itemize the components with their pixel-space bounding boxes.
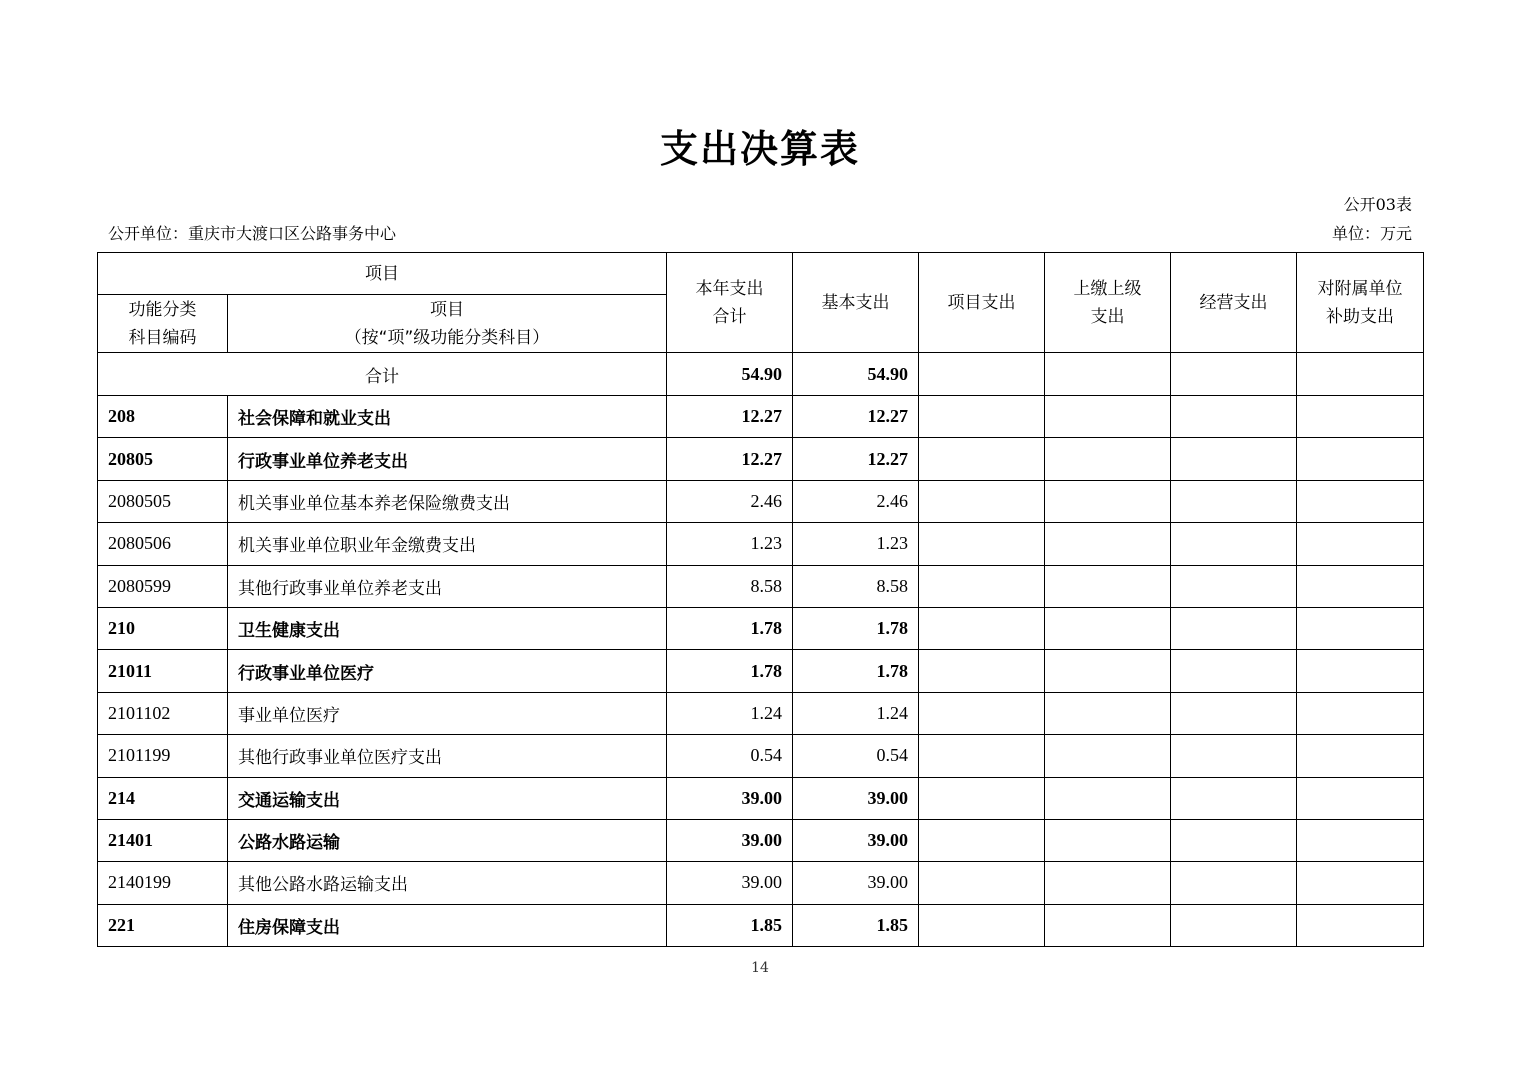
code-cell: 2101102	[98, 692, 228, 734]
empty-cell	[1045, 438, 1171, 480]
table-row	[98, 438, 1424, 480]
empty-cell	[1171, 565, 1297, 607]
code-cell: 221	[98, 904, 228, 946]
table-row	[98, 396, 1424, 438]
total-cell: 1.23	[667, 523, 793, 565]
summary-row	[98, 353, 1424, 396]
table-row	[98, 480, 1424, 522]
code-cell: 2080505	[98, 480, 228, 522]
empty-cell	[1045, 607, 1171, 649]
total-cell: 1.78	[667, 607, 793, 649]
total-cell: 1.85	[667, 904, 793, 946]
empty-cell	[1171, 607, 1297, 649]
total-cell: 39.00	[667, 819, 793, 861]
basic-cell: 2.46	[793, 480, 919, 522]
basic-cell: 39.00	[793, 862, 919, 904]
table-row	[98, 692, 1424, 734]
header-upper: 上缴上级 支出	[1045, 253, 1171, 353]
header-item: 项目	[98, 253, 667, 295]
name-cell: 住房保障支出	[228, 904, 667, 946]
empty-cell	[1171, 904, 1297, 946]
total-cell: 1.24	[667, 692, 793, 734]
total-cell: 12.27	[667, 438, 793, 480]
summary-total: 54.90	[667, 353, 793, 396]
table-row	[98, 735, 1424, 777]
basic-cell: 1.24	[793, 692, 919, 734]
basic-cell: 1.78	[793, 607, 919, 649]
empty-cell	[1171, 523, 1297, 565]
empty-cell	[1297, 607, 1424, 649]
page-title: 支出决算表	[659, 127, 860, 171]
empty-cell	[919, 777, 1045, 819]
code-cell: 208	[98, 396, 228, 438]
empty-cell	[1045, 523, 1171, 565]
empty-cell	[1045, 396, 1171, 438]
table-row	[98, 819, 1424, 861]
empty-cell	[919, 650, 1045, 692]
empty-cell	[919, 565, 1045, 607]
empty-cell	[1297, 396, 1424, 438]
name-cell: 机关事业单位基本养老保险缴费支出	[228, 480, 667, 522]
form-number: 公开03表	[1343, 195, 1412, 214]
total-cell: 2.46	[667, 480, 793, 522]
name-cell: 交通运输支出	[228, 777, 667, 819]
table-row	[98, 523, 1424, 565]
empty-cell	[1297, 735, 1424, 777]
total-cell: 1.78	[667, 650, 793, 692]
empty-cell	[1171, 735, 1297, 777]
empty-cell	[1297, 353, 1424, 396]
empty-cell	[1297, 777, 1424, 819]
empty-cell	[1171, 777, 1297, 819]
basic-cell: 8.58	[793, 565, 919, 607]
header-name: 项目 （按“项”级功能分类科目）	[228, 295, 667, 353]
header-code: 功能分类 科目编码	[98, 295, 228, 353]
header-total: 本年支出 合计	[667, 253, 793, 353]
name-cell: 其他行政事业单位养老支出	[228, 565, 667, 607]
basic-cell: 12.27	[793, 438, 919, 480]
header-row-1	[98, 253, 1424, 295]
total-cell: 39.00	[667, 777, 793, 819]
table-row	[98, 565, 1424, 607]
table-row	[98, 607, 1424, 649]
empty-cell	[1171, 480, 1297, 522]
empty-cell	[919, 819, 1045, 861]
name-cell: 公路水路运输	[228, 819, 667, 861]
name-cell: 卫生健康支出	[228, 607, 667, 649]
empty-cell	[1297, 523, 1424, 565]
code-cell: 20805	[98, 438, 228, 480]
page-number: 14	[751, 960, 769, 976]
table-row	[98, 862, 1424, 904]
code-cell: 21011	[98, 650, 228, 692]
empty-cell	[1171, 353, 1297, 396]
empty-cell	[1045, 480, 1171, 522]
total-cell: 0.54	[667, 735, 793, 777]
empty-cell	[919, 353, 1045, 396]
empty-cell	[1045, 565, 1171, 607]
summary-label: 合计	[98, 353, 667, 396]
empty-cell	[1171, 819, 1297, 861]
code-cell: 210	[98, 607, 228, 649]
empty-cell	[1297, 650, 1424, 692]
name-cell: 社会保障和就业支出	[228, 396, 667, 438]
basic-cell: 39.00	[793, 777, 919, 819]
empty-cell	[1297, 862, 1424, 904]
empty-cell	[919, 607, 1045, 649]
header-project: 项目支出	[919, 253, 1045, 353]
empty-cell	[1297, 819, 1424, 861]
name-cell: 其他行政事业单位医疗支出	[228, 735, 667, 777]
empty-cell	[1045, 862, 1171, 904]
empty-cell	[1045, 777, 1171, 819]
code-cell: 2101199	[98, 735, 228, 777]
summary-basic: 54.90	[793, 353, 919, 396]
name-cell: 事业单位医疗	[228, 692, 667, 734]
empty-cell	[919, 396, 1045, 438]
empty-cell	[1297, 565, 1424, 607]
expenditure-table	[97, 252, 1424, 947]
empty-cell	[1045, 650, 1171, 692]
empty-cell	[1297, 692, 1424, 734]
empty-cell	[919, 735, 1045, 777]
empty-cell	[1171, 862, 1297, 904]
empty-cell	[919, 438, 1045, 480]
empty-cell	[1171, 692, 1297, 734]
code-cell: 2140199	[98, 862, 228, 904]
table-row	[98, 904, 1424, 946]
empty-cell	[919, 692, 1045, 734]
empty-cell	[1045, 692, 1171, 734]
empty-cell	[1045, 904, 1171, 946]
table-row	[98, 650, 1424, 692]
empty-cell	[1297, 438, 1424, 480]
code-cell: 21401	[98, 819, 228, 861]
reporting-unit: 公开单位：重庆市大渡口区公路事务中心	[108, 224, 397, 243]
empty-cell	[919, 862, 1045, 904]
empty-cell	[1171, 650, 1297, 692]
currency-unit: 单位：万元	[1331, 224, 1412, 243]
table-row	[98, 777, 1424, 819]
empty-cell	[1297, 480, 1424, 522]
total-cell: 12.27	[667, 396, 793, 438]
basic-cell: 1.23	[793, 523, 919, 565]
empty-cell	[1045, 735, 1171, 777]
header-business: 经营支出	[1171, 253, 1297, 353]
basic-cell: 12.27	[793, 396, 919, 438]
basic-cell: 1.78	[793, 650, 919, 692]
empty-cell	[919, 523, 1045, 565]
total-cell: 8.58	[667, 565, 793, 607]
name-cell: 机关事业单位职业年金缴费支出	[228, 523, 667, 565]
total-cell: 39.00	[667, 862, 793, 904]
empty-cell	[1045, 353, 1171, 396]
name-cell: 行政事业单位医疗	[228, 650, 667, 692]
empty-cell	[1171, 438, 1297, 480]
empty-cell	[1045, 819, 1171, 861]
header-subsidy: 对附属单位 补助支出	[1297, 253, 1424, 353]
name-cell: 其他公路水路运输支出	[228, 862, 667, 904]
code-cell: 2080506	[98, 523, 228, 565]
header-basic: 基本支出	[793, 253, 919, 353]
empty-cell	[919, 480, 1045, 522]
basic-cell: 0.54	[793, 735, 919, 777]
code-cell: 2080599	[98, 565, 228, 607]
code-cell: 214	[98, 777, 228, 819]
empty-cell	[1171, 396, 1297, 438]
basic-cell: 1.85	[793, 904, 919, 946]
empty-cell	[919, 904, 1045, 946]
name-cell: 行政事业单位养老支出	[228, 438, 667, 480]
empty-cell	[1297, 904, 1424, 946]
basic-cell: 39.00	[793, 819, 919, 861]
